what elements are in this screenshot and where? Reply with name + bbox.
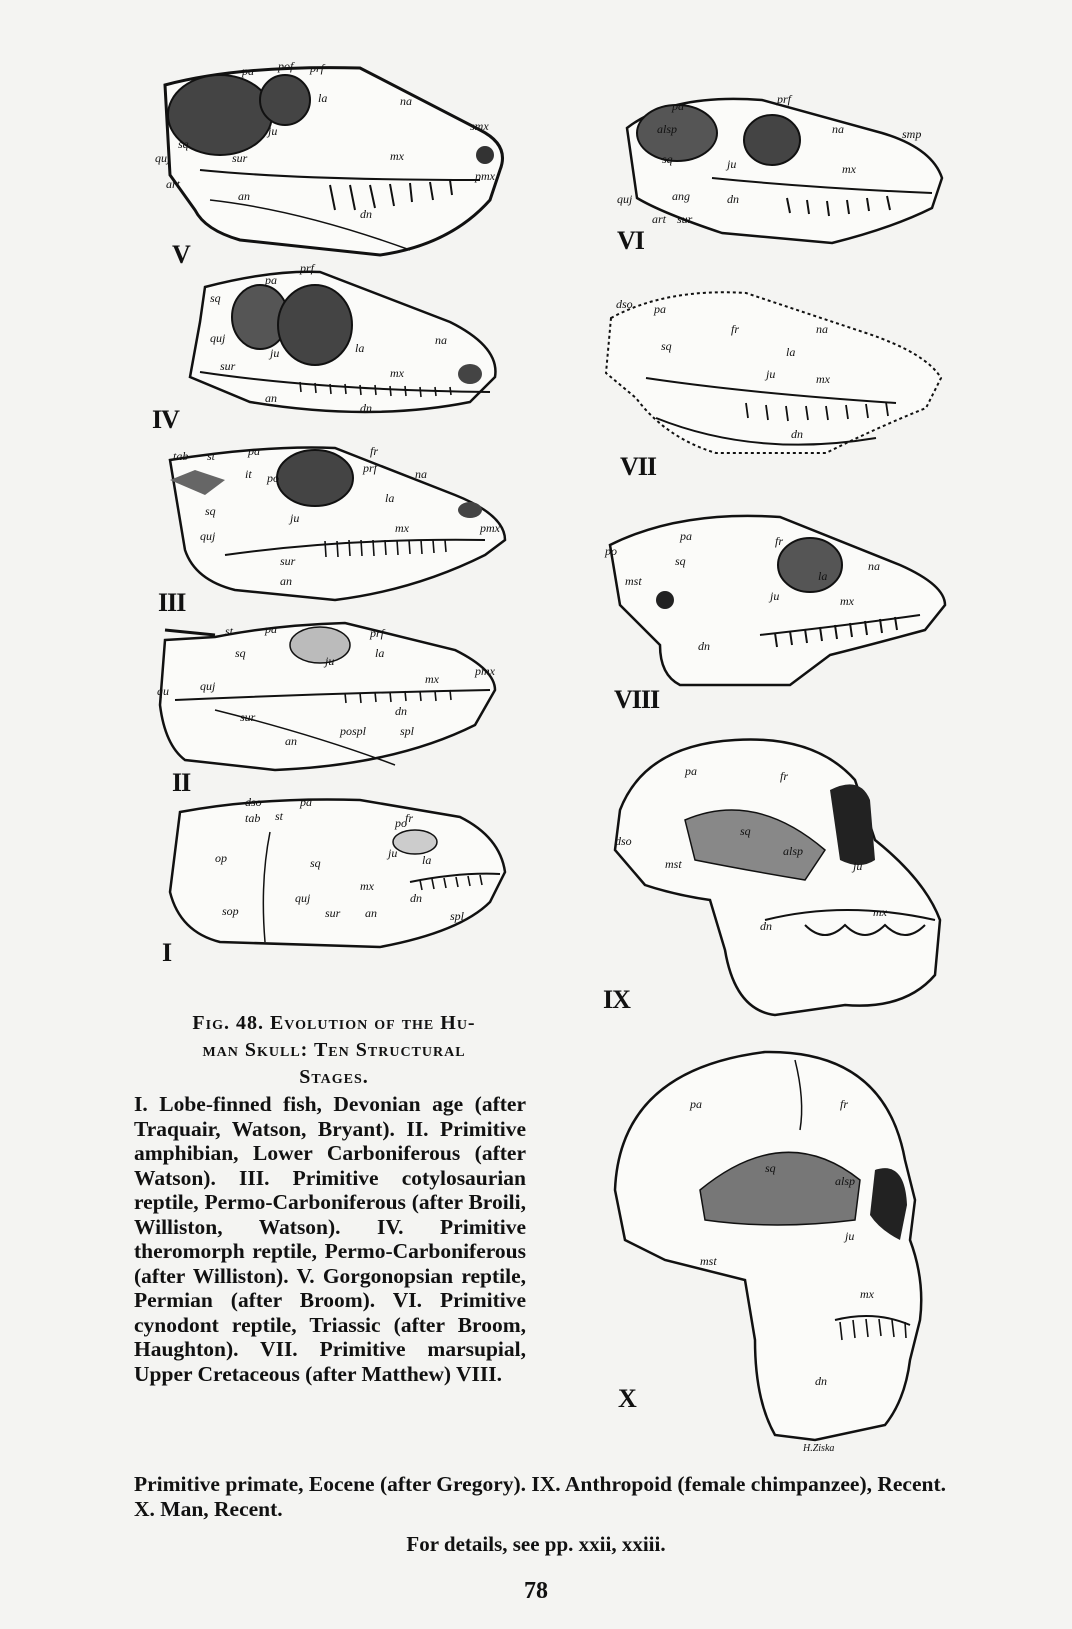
stage-numeral-i: I bbox=[162, 938, 172, 967]
label-na: na bbox=[435, 333, 447, 347]
label-sq: sq bbox=[310, 856, 321, 870]
label-sur: sur bbox=[280, 554, 296, 568]
label-prf: prf bbox=[310, 61, 325, 75]
label-sq: sq bbox=[178, 137, 189, 151]
label-dn: dn bbox=[395, 704, 407, 718]
skull-ii-illustration bbox=[155, 615, 515, 780]
label-pa: pa bbox=[265, 273, 277, 287]
label-pof: pof bbox=[278, 60, 294, 73]
stage-numeral-v: V bbox=[172, 240, 190, 269]
label-dn: dn bbox=[360, 207, 372, 221]
label-qu: qu bbox=[157, 684, 169, 698]
label-mx: mx bbox=[390, 366, 404, 380]
label-pa: pa bbox=[248, 444, 260, 458]
label-pa: pa bbox=[654, 302, 666, 316]
label-po: po bbox=[395, 816, 407, 830]
label-sop: sop bbox=[222, 904, 239, 918]
label-dn: dn bbox=[815, 1374, 827, 1388]
stage-numeral-viii: VIII bbox=[614, 685, 660, 714]
label-la: la bbox=[318, 91, 328, 105]
label-fr: fr bbox=[731, 322, 740, 336]
label-st: st bbox=[275, 809, 284, 823]
label-dso: dso bbox=[615, 834, 632, 848]
caption-title-line-2: man Skull: Ten Structural bbox=[202, 1039, 466, 1061]
label-sq: sq bbox=[205, 504, 216, 518]
label-mx: mx bbox=[395, 521, 409, 535]
skull-iv-drawing bbox=[170, 262, 520, 432]
stage-numeral-ii: II bbox=[172, 768, 191, 797]
label-an: an bbox=[238, 189, 250, 203]
label-mx: mx bbox=[390, 149, 404, 163]
label-an: an bbox=[285, 734, 297, 748]
label-fr: fr bbox=[405, 811, 414, 825]
label-prf: prf bbox=[363, 461, 378, 475]
label-na: na bbox=[868, 559, 880, 573]
label-mx: mx bbox=[842, 162, 856, 176]
label-pa: pa bbox=[685, 764, 697, 778]
skull-iv-illustration bbox=[170, 262, 520, 432]
stage-numeral-vi: VI bbox=[617, 226, 644, 255]
label-an: an bbox=[365, 906, 377, 920]
label-art: art bbox=[652, 212, 667, 226]
label-quj: quj bbox=[295, 891, 311, 905]
label-mst: mst bbox=[700, 1254, 717, 1268]
label-pa: pa bbox=[680, 529, 692, 543]
skull-x-illustration bbox=[605, 1040, 955, 1460]
stage-numeral-iv: IV bbox=[152, 405, 179, 434]
label-pmx: pmx bbox=[475, 664, 495, 678]
label-ju: ju bbox=[845, 1229, 855, 1243]
label-la: la bbox=[786, 345, 796, 359]
label-quj: quj bbox=[200, 679, 216, 693]
label-dso: dso bbox=[616, 297, 633, 311]
label-ju: ju bbox=[270, 346, 280, 360]
details-reference: For details, see pp. xxii, xxiii. bbox=[406, 1532, 666, 1556]
label-ang: ang bbox=[672, 189, 690, 203]
skull-i-illustration bbox=[160, 792, 520, 957]
skull-ix-drawing bbox=[605, 730, 975, 1030]
label-mx: mx bbox=[873, 905, 887, 919]
skull-iii-drawing bbox=[165, 440, 520, 615]
skull-viii-illustration bbox=[600, 505, 965, 695]
label-ju: ju bbox=[325, 654, 335, 668]
label-pa: pa bbox=[242, 64, 254, 78]
label-quj: quj bbox=[210, 331, 226, 345]
label-la: la bbox=[355, 341, 365, 355]
figure-caption-tail: Primitive primate, Eocene (after Gregory). IX. Anthropoid (female chimpanzee), Recent. X. Man, Recent. bbox=[134, 1472, 947, 1521]
label-op: op bbox=[215, 851, 227, 865]
label-dn: dn bbox=[760, 919, 772, 933]
label-fr: fr bbox=[840, 1097, 849, 1111]
label-fr: fr bbox=[370, 444, 379, 458]
page-number: 78 bbox=[524, 1578, 548, 1604]
label-mx: mx bbox=[860, 1287, 874, 1301]
label-dso: dso bbox=[245, 795, 262, 809]
label-quj: quj bbox=[617, 192, 633, 206]
label-dn: dn bbox=[791, 427, 803, 441]
label-sq: sq bbox=[675, 554, 686, 568]
label-alsp: alsp bbox=[835, 1174, 856, 1188]
label-po: po bbox=[605, 544, 617, 558]
label-tab: tab bbox=[245, 811, 261, 825]
stage-numeral-vii: VII bbox=[620, 452, 657, 481]
label-na: na bbox=[415, 467, 427, 481]
label-spl: spl bbox=[400, 724, 415, 738]
label-dn: dn bbox=[360, 401, 372, 415]
skull-v-drawing bbox=[150, 60, 525, 270]
stage-numeral-iii: III bbox=[158, 588, 186, 617]
skull-vi-illustration bbox=[612, 88, 962, 248]
label-ju: ju bbox=[770, 589, 780, 603]
skull-iii-illustration bbox=[165, 440, 520, 615]
label-spl: spl bbox=[450, 909, 465, 923]
skull-vi-drawing bbox=[612, 88, 962, 248]
label-sur: sur bbox=[232, 151, 248, 165]
artist-signature: H.Ziska bbox=[803, 1443, 835, 1454]
skull-i-drawing bbox=[160, 792, 520, 957]
label-sq: sq bbox=[661, 339, 672, 353]
label-pospl: pospl bbox=[340, 724, 367, 738]
skull-viii-drawing bbox=[600, 505, 965, 695]
label-pmx: pmx bbox=[475, 169, 495, 183]
label-prf: prf bbox=[300, 262, 315, 275]
stage-numeral-ix: IX bbox=[603, 985, 630, 1014]
label-fr: fr bbox=[780, 769, 789, 783]
label-prf: prf bbox=[370, 626, 385, 640]
label-mx: mx bbox=[840, 594, 854, 608]
label-prf: prf bbox=[777, 92, 792, 106]
label-sur: sur bbox=[325, 906, 341, 920]
label-mx: mx bbox=[360, 879, 374, 893]
label-dn: dn bbox=[727, 192, 739, 206]
label-sq: sq bbox=[662, 152, 673, 166]
skull-v-illustration bbox=[150, 60, 525, 270]
label-ju: ju bbox=[766, 367, 776, 381]
label-pa: pa bbox=[300, 795, 312, 809]
label-an: an bbox=[280, 574, 292, 588]
label-mst: mst bbox=[665, 857, 682, 871]
label-ju: ju bbox=[853, 859, 863, 873]
label-tab: tab bbox=[173, 449, 189, 463]
label-alsp: alsp bbox=[783, 844, 804, 858]
label-na: na bbox=[832, 122, 844, 136]
label-pa: pa bbox=[265, 622, 277, 636]
label-na: na bbox=[400, 94, 412, 108]
label-la: la bbox=[422, 853, 432, 867]
label-la: la bbox=[375, 646, 385, 660]
label-smp: smp bbox=[902, 127, 922, 141]
label-art: art bbox=[166, 177, 181, 191]
label-sur: sur bbox=[240, 710, 256, 724]
label-sur: sur bbox=[677, 212, 693, 226]
label-pa: pa bbox=[672, 99, 684, 113]
label-la: la bbox=[818, 569, 828, 583]
label-mx: mx bbox=[425, 672, 439, 686]
label-po: po bbox=[267, 471, 279, 485]
label-quj: quj bbox=[155, 151, 171, 165]
label-it: it bbox=[245, 467, 252, 481]
label-la: la bbox=[385, 491, 395, 505]
label-pa: pa bbox=[690, 1097, 702, 1111]
label-sq: sq bbox=[235, 646, 246, 660]
skull-vii-illustration bbox=[596, 278, 966, 478]
label-dn: dn bbox=[698, 639, 710, 653]
label-ju: ju bbox=[268, 124, 278, 138]
label-dn: dn bbox=[410, 891, 422, 905]
figure-caption-title bbox=[134, 1010, 534, 1091]
label-na: na bbox=[816, 322, 828, 336]
label-alsp: alsp bbox=[657, 122, 678, 136]
label-fr: fr bbox=[775, 534, 784, 548]
caption-title-line-1: Fig. 48. Evolution of the Hu- bbox=[192, 1012, 476, 1034]
skull-x-drawing bbox=[605, 1040, 955, 1460]
label-ju: ju bbox=[388, 846, 398, 860]
label-st: st bbox=[207, 449, 216, 463]
caption-title-line-3: Stages. bbox=[299, 1066, 369, 1088]
label-ju: ju bbox=[727, 157, 737, 171]
label-ju: ju bbox=[290, 511, 300, 525]
label-mx: mx bbox=[816, 372, 830, 386]
label-sur: sur bbox=[220, 359, 236, 373]
label-st: st bbox=[225, 624, 234, 638]
label-pmx: pmx bbox=[480, 521, 500, 535]
skull-ix-illustration bbox=[605, 730, 975, 1030]
label-sq: sq bbox=[210, 291, 221, 305]
skull-ii-drawing bbox=[155, 615, 515, 780]
figure-caption-body: I. Lobe-finned fish, Devonian age (after Traquair, Watson, Bryant). II. Primitive amphibian, Lower Carboniferous (after Watson). III. Primitive cotylosaurian reptile, Permo-Carboniferous (after Broili, Williston, Watson). IV. Primitive theromorph reptile, Permo-Carboniferous (after Williston). V. Gorgonopsian reptile, Permian (after Broom). VI. Primitive cynodont reptile, Triassic (after Broom, Haughton). VII. Primitive marsupial, Upper Cretaceous (after Matthew) VIII. bbox=[134, 1092, 526, 1386]
label-smx: smx bbox=[470, 119, 489, 133]
label-quj: quj bbox=[200, 529, 216, 543]
label-sq: sq bbox=[740, 824, 751, 838]
label-mst: mst bbox=[625, 574, 642, 588]
skull-vii-drawing bbox=[596, 278, 966, 478]
label-sq: sq bbox=[765, 1161, 776, 1175]
stage-numeral-x: X bbox=[618, 1384, 636, 1413]
label-an: an bbox=[265, 391, 277, 405]
